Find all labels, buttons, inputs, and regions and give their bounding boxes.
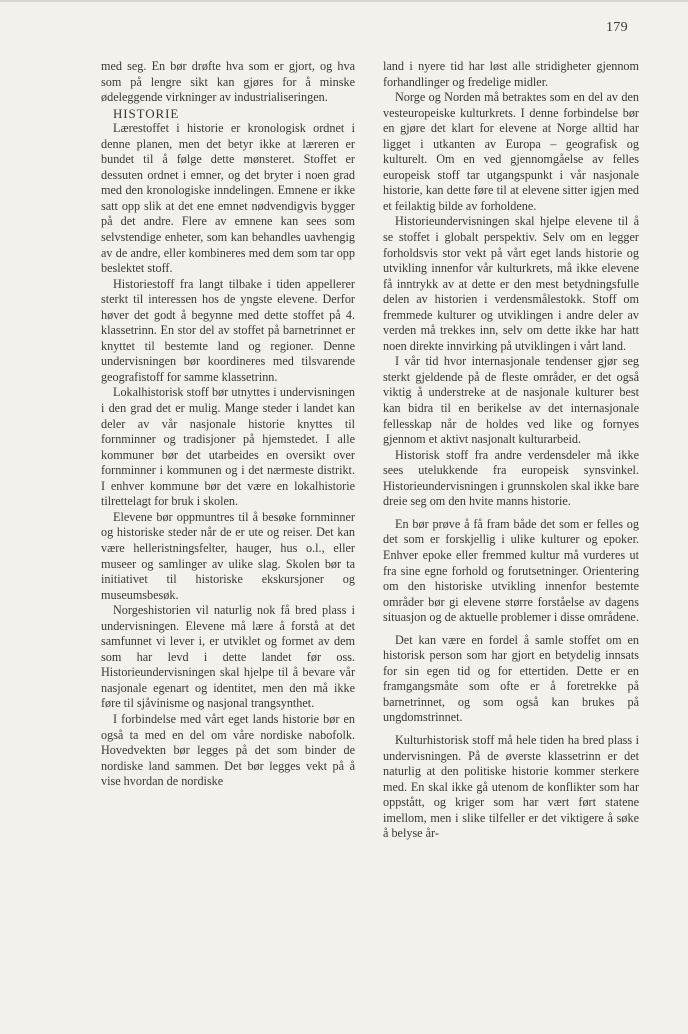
paragraph: Lokalhistorisk stoff bør utnyttes i undervisningen i den grad det er mulig. Mange steder i landet kan deler av vår nasjonale historie knyttes til fornminner og tradisjoner på hjemstedet. I alle kommuner bør det utarbeides en oversikt over fornminner i kommunen og i det nærmeste distrikt. I enhver kommune bør det være en lokalhistorie tilrettelagt for bruk i skolen. bbox=[101, 385, 355, 509]
paragraph: Historisk stoff fra andre verdensdeler må ikke sees utelukkende fra europeisk synsvinkel. Historieundervisningen i grunnskolen skal ikke bare dreie seg om den hvite manns historie. bbox=[383, 447, 639, 509]
top-rule bbox=[0, 0, 688, 2]
paragraph: Elevene bør oppmuntres til å besøke fornminner og historiske steder når de er ute og reiser. Det kan være helleristningsfelter, hauger, hus o.l., eller museer og samlinger av ulike slag. Skolen bør ta initiativet til historiske ekskursjoner og museumsbesøk. bbox=[101, 509, 355, 602]
paragraph: I vår tid hvor internasjonale tendenser gjør seg sterkt gjeldende på de fleste områder, er det også viktig å understreke at de nasjonale kulturer best kan bidra til en berikelse av det internasjonale fellesskap når de holdes ved like og fornyes gjennom et aktivt nasjonalt kulturarbeid. bbox=[383, 354, 639, 447]
paragraph: Historiestoff fra langt tilbake i tiden appellerer sterkt til interessen hos de yngste elevene. Derfor høver det godt å begynne med dette stoffet på 4. klassetrinn. En stor del av stoffet på barnetrinnet er knyttet til bestemte land og regioner. Denne undervisningen bør koordineres med tilsvarende geografistoff for samme klassetrinn. bbox=[101, 276, 355, 384]
paragraph: Det kan være en fordel å samle stoffet om en historisk person som har gjort en betydelig innsats for sin egen tid og for ettertiden. Dette er en framgangsmåte som ofte er å foretrekke på barnetrinnet, og som også kan brukes på ungdomstrinnet. bbox=[383, 632, 639, 725]
right-column bbox=[383, 59, 639, 842]
paragraph: I forbindelse med vårt eget lands historie bør en også ta med en del om våre nordiske nabofolk. Hovedvekten bør legges på det som binder de nordiske land sammen. Det bør legges vekt på å vise hvordan de nordiske bbox=[101, 711, 355, 789]
continued-paragraph: med seg. En bør drøfte hva som er gjort, og hva som på lengre sikt kan gjøres for å minske ødeleggende virkninger av industrialiseringen. bbox=[101, 59, 355, 105]
page-number: 179 bbox=[606, 20, 628, 35]
paragraph: Norgeshistorien vil naturlig nok få bred plass i undervisningen. Elevene må lære å forstå at det samfunnet vi lever i, er utviklet og formet av dem som har levd i dette landet før oss. Historieundervisningen skal hjelpe til å bevare vår nasjonale egenart og identitet, men den må ikke føre til sjåvinisme og nasjonal trangsynthet. bbox=[101, 603, 355, 711]
paragraph: Norge og Norden må betraktes som en del av den vesteuropeiske kulturkrets. I denne forbindelse bør en gjøre det klart for elevene at Norge alltid har ligget i utkanten av Europa – geografisk og kulturelt. Om en ved gjennomgåelse av felles europeisk stoff tar utgangspunkt i vår nasjonale historie, kan dette føre til at elevene sitter igjen med et feilaktig bilde av forholdene. bbox=[383, 90, 639, 213]
paragraph: Lærestoffet i historie er kronologisk ordnet i denne planen, men det betyr ikke at læreren er bundet til å følge dette mønsteret. Stoffet er dessuten ordnet i emner, og det bryter i noen grad med den kronologiske inndelingen. Emnene er ikke satt opp slik at det ene emnet nødvendigvis bygger på det andre. Flere av emnene kan sees som selvstendige enheter, som kan behandles uavhengig av de andre, eller kombineres med dem som tar opp beslektet stoff. bbox=[101, 121, 355, 276]
paragraph: En bør prøve å få fram både det som er felles og det som er forskjellig i ulike kulturer og epoker. Enhver epoke eller fremmed kultur må vurderes ut fra sine egne forhold og forutsetninger. Orientering om den historiske utvikling innenfor bestemte områder bør gi elevene større forståelse av dagens situasjon og de aktuelle problemer i disse områdene. bbox=[383, 516, 639, 625]
section-heading: HISTORIE bbox=[113, 105, 180, 121]
left-column bbox=[101, 59, 355, 790]
paragraph: Kulturhistorisk stoff må hele tiden ha bred plass i undervisningen. På de øverste klassetrinn er det naturlig at den politiske historie kommer sterkere med. En skal ikke gå utenom de konflikter som har oppstått, og kriger som har vært ført statene imellom, men i slike tilfeller er det viktigere å søke å belyse år- bbox=[383, 732, 639, 841]
paragraph: Historieundervisningen skal hjelpe elevene til å se stoffet i globalt perspektiv. Selv om en legger forholdsvis stor vekt på vårt eget lands historie og utvikling innenfor vår kulturkrets, må ikke elevene få inntrykk av at dette er den mest betydningsfulle delen av historien i verdensmålestokk. Stoff om fremmede kulturer og utviklingen i andre deler av verden må trekkes inn, selv om dette ikke har hatt noen direkte innvirking på utviklingen i vårt land. bbox=[383, 214, 639, 353]
continued-paragraph: land i nyere tid har løst alle stridigheter gjennom forhandlinger og fredelige midler. bbox=[383, 59, 639, 89]
